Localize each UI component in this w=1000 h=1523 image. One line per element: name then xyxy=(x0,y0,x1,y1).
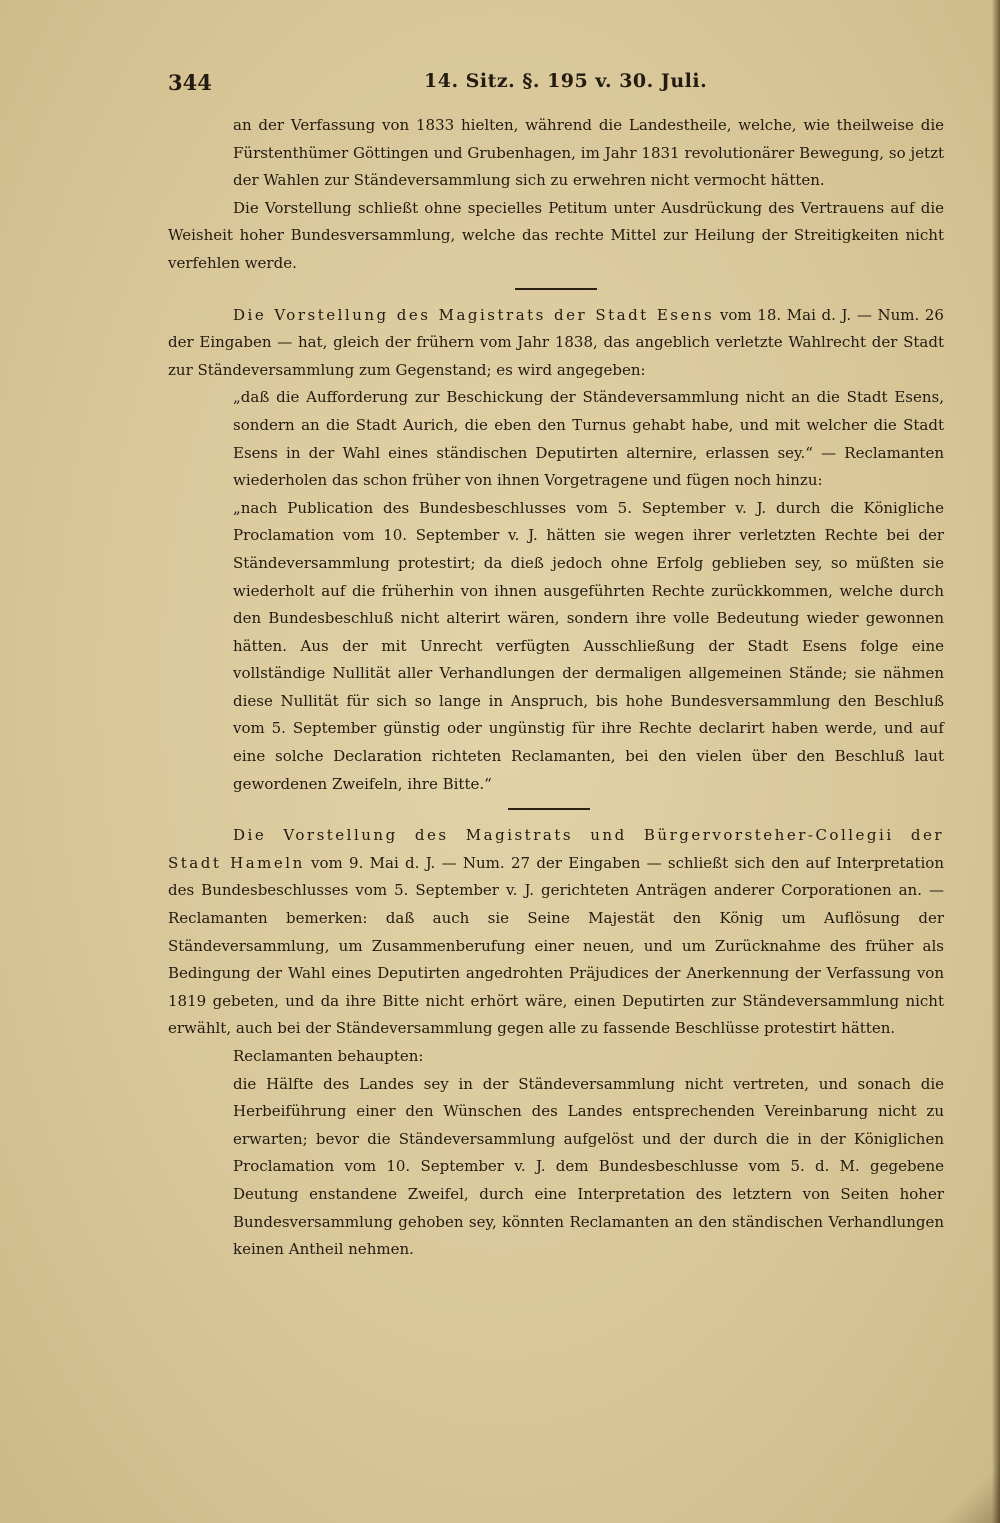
section-rule xyxy=(515,288,597,290)
paragraph-petition: Die Vorstellung schließt ohne specielles Petitum unter Ausdrückung des Vertrauens auf die Weisheit hoher Bundesversammlung, welche das rechte Mittel zur Heilung der Streitigkeiten nicht verfehlen werde. xyxy=(168,198,944,272)
page-number: 344 xyxy=(168,70,212,95)
section-intro: vom 9. Mai d. J. — Num. 27 der Eingaben — schließt sich den auf Interpretation des Bundesbeschlusses vom 5. September v. J. gerichteten Anträgen anderer Corporationen an. — Reclamanten bemerken: daß auch sie Seine Majestät den König um Auflösung der Ständeversammlung, um Zusammenberufung einer neuen, und um Zurücknahme des früher als Bedingung der Wahl eines Deputirten angedrohten Präjudices der Anerkennung der Verfassung von 1819 gebeten, und da ihre Bitte nicht erhört wäre, einen Deputirten zur Ständeversammlung nicht erwählt, auch bei der Ständeversammlung gegen alle zu fassende Beschlüsse protestirt hätten. xyxy=(168,853,944,1038)
section-rule xyxy=(508,808,590,810)
page-header xyxy=(168,70,944,100)
paragraph-continuation: an der Verfassung von 1833 hielten, während die Landestheile, welche, wie theilweise die Fürstenthümer Göttingen und Grubenhagen, im Jahr 1831 revolutionärer Bewegung, so jetzt der Wahlen zur Ständeversammlung sich zu erwehren nicht vermocht hätten. xyxy=(233,116,944,190)
quote-esens-2: „nach Publication des Bundesbeschlusses vom 5. September v. J. durch die Königliche Proclamation vom 10. September v. J. hätten sie wegen ihrer verletzten Rechte bei der Ständeversammlung protestirt; da dieß jedoch ohne Erfolg geblieben sey, so müßten sie wiederholt auf die früherhin von ihnen ausgeführten Rechte zurückkommen, welche durch den Bundesbeschluß nicht alterirt wären, sondern ihre volle Bedeutung wieder gewonnen hätten. Aus der mit Unrecht verfügten Ausschließung der Stadt Esens folge eine vollständige Nullität aller Verhandlungen der dermaligen allgemeinen Stände; sie nähmen diese Nullität für sich so lange in Anspruch, bis hohe Bundesversammlung den Beschluß vom 5. September günstig oder ungünstig für ihre Rechte declarirt haben werde, und auf eine solche Declaration richteten Reclamanten, bei den vielen über den Beschluß laut gewordenen Zweifeln, ihre Bitte.“ xyxy=(233,498,944,793)
corner-shadow xyxy=(940,1463,1000,1523)
section-intro: vom 18. Mai d. J. — Num. 26 der Eingaben — hat, gleich der frühern vom Jahr 1838, das angeblich verletzte Wahlrecht der Stadt zur Ständeversammlung zum Gegenstand; es wird angegeben: xyxy=(168,305,944,379)
claim-label: Reclamanten behaupten: xyxy=(233,1047,424,1065)
quote-esens-1: „daß die Aufforderung zur Beschickung der Ständeversammlung nicht an die Stadt Esens, sondern an die Stadt Aurich, die eben den Turnus gehabt habe, und mit welcher die Stadt Esens in der Wahl eines ständischen Deputirten alternire, erlassen sey.“ — Reclamanten wiederholen das schon früher von ihnen Vorgetragene und fügen noch hinzu: xyxy=(233,388,944,490)
body-text xyxy=(168,112,944,1264)
section-esens xyxy=(168,302,944,385)
claim-text: die Hälfte des Landes sey in der Ständeversammlung nicht vertreten, und sonach die Herbeiführung einer den Wünschen des Landes entsprechenden Vereinbarung nicht zu erwarten; bevor die Ständeversammlung aufgelöst und der durch die in der Königlichen Proclamation vom 10. September v. J. dem Bundesbeschlusse vom 5. d. M. gegebene Deutung enstandene Zweifel, durch eine Interpretation des letztern von Seiten hoher Bundesversammlung gehoben sey, könnten Reclamanten an den ständischen Verhandlungen keinen Antheil nehmen. xyxy=(233,1074,944,1259)
page-edge-shadow xyxy=(992,0,1000,1523)
section-heading: Die Vorstellung des Magistrats der Stadt Esens xyxy=(233,305,715,324)
section-heading: Die Vorstellung des Magistrats und Bürgervorsteher-Collegii der Stadt Hameln xyxy=(168,826,944,872)
section-hameln xyxy=(168,822,944,1043)
running-head: 14. Sitz. §. 195 v. 30. Juli. xyxy=(424,70,708,92)
